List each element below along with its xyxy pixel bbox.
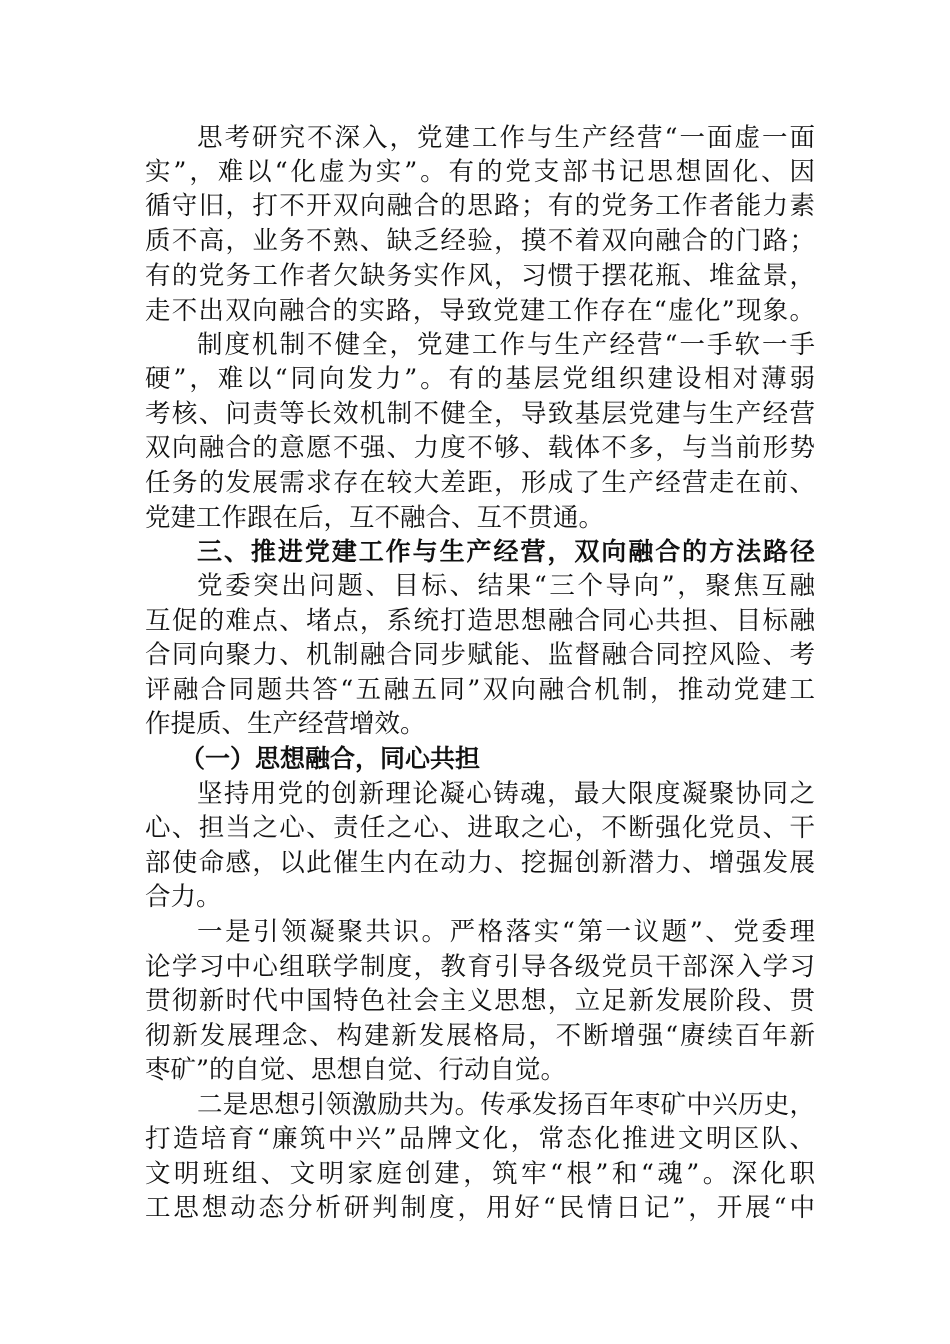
paragraph-line: 循守旧，打不开双向融合的思路；有的党务工作者能力素 xyxy=(145,191,815,221)
paragraph-line: 作提质、生产经营增效。 xyxy=(145,709,426,739)
paragraph-line: 制度机制不健全，党建工作与生产经营“一手软一手 xyxy=(197,330,815,360)
paragraph-line: 部使命感，以此催生内在动力、挖掘创新潜力、增强发展 xyxy=(145,848,815,878)
paragraph-line: 合力。 xyxy=(145,882,222,912)
paragraph-line: 贯彻新时代中国特色社会主义思想，立足新发展阶段、贯 xyxy=(145,986,815,1016)
paragraph-line: 合同向聚力、机制融合同步赋能、监督融合同控风险、考 xyxy=(145,640,815,670)
paragraph-line: 党委突出问题、目标、结果“三个导向”，聚焦互融 xyxy=(197,571,815,601)
paragraph-line: 一是引领凝聚共识。严格落实“第一议题”、党委理 xyxy=(197,917,815,947)
paragraph-line: 双向融合的意愿不强、力度不够、载体不多，与当前形势 xyxy=(145,433,815,463)
paragraph-line: 硬”，难以“同向发力”。有的基层党组织建设相对薄弱 xyxy=(145,364,815,394)
paragraph-line: 有的党务工作者欠缺务实作风，习惯于摆花瓶、堆盆景， xyxy=(145,261,815,291)
paragraph-line: 互促的难点、堵点，系统打造思想融合同心共担、目标融 xyxy=(145,606,815,636)
paragraph-line: 文明班组、文明家庭创建，筑牢“根”和“魂”。深化职 xyxy=(145,1159,815,1189)
paragraph-line: 枣矿”的自觉、思想自觉、行动自觉。 xyxy=(145,1055,567,1085)
paragraph-line: 质不高，业务不熟、缺乏经验，摸不着双向融合的门路； xyxy=(145,226,815,256)
paragraph-line: 任务的发展需求存在较大差距，形成了生产经营走在前、 xyxy=(145,468,815,498)
paragraph-line: 彻新发展理念、构建新发展格局，不断增强“赓续百年新 xyxy=(145,1021,815,1051)
paragraph-line: 思考研究不深入，党建工作与生产经营“一面虚一面 xyxy=(197,123,815,153)
paragraph-line: 坚持用党的创新理论凝心铸魂，最大限度凝聚协同之 xyxy=(197,779,815,809)
section-heading: 三、推进党建工作与生产经营，双向融合的方法路径 xyxy=(197,537,815,566)
paragraph-line: 打造培育“廉筑中兴”品牌文化，常态化推进文明区队、 xyxy=(145,1124,815,1154)
paragraph-line: 考核、问责等长效机制不健全，导致基层党建与生产经营 xyxy=(145,399,815,429)
paragraph-line: 心、担当之心、责任之心、进取之心，不断强化党员、干 xyxy=(145,813,815,843)
subsection-heading: （一）思想融合，同心共担 xyxy=(180,744,481,773)
paragraph-line: 评融合同题共答“五融五同”双向融合机制，推动党建工 xyxy=(145,675,815,705)
paragraph-line: 党建工作跟在后，互不融合、互不贯通。 xyxy=(145,503,605,533)
paragraph-line: 工思想动态分析研判制度，用好“民情日记”，开展“中 xyxy=(145,1193,815,1223)
paragraph-line: 走不出双向融合的实路，导致党建工作存在“虚化”现象。 xyxy=(145,296,815,326)
paragraph-line: 二是思想引领激励共为。传承发扬百年枣矿中兴历史， xyxy=(197,1090,815,1120)
paragraph-line: 实”，难以“化虚为实”。有的党支部书记思想固化、因 xyxy=(145,157,815,187)
paragraph-line: 论学习中心组联学制度，教育引导各级党员干部深入学习 xyxy=(145,952,815,982)
